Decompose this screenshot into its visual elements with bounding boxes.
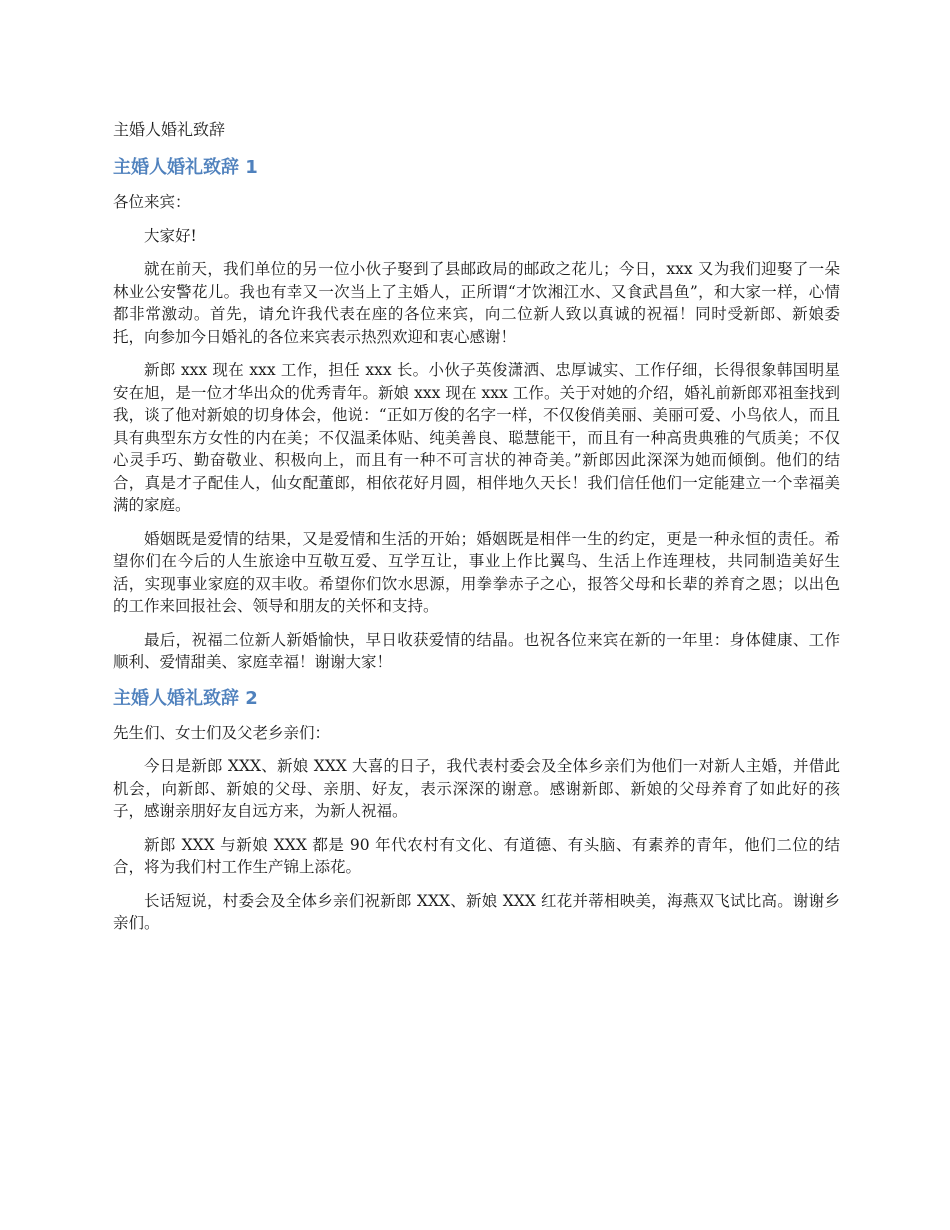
section-heading: 主婚人婚礼致辞 1 [113, 157, 258, 178]
salutation: 各位来宾： [113, 193, 191, 211]
salutation: 先生们、女士们及父老乡亲们： [113, 723, 331, 742]
paragraph: 新郎 XXX 与新娘 XXX 都是 90 年代农村有文化、有道德、有头脑、有素养的青年，他们二位的结合，将为我们村工作生产锦上添花。 [113, 835, 840, 876]
section-2 [113, 685, 840, 935]
paragraph: 最后，祝福二位新人新婚愉快，早日收获爱情的结晶。也祝各位来宾在新的一年里：身体健康、工作顺利、爱情甜美、家庭幸福！谢谢大家！ [113, 630, 840, 671]
section-heading: 主婚人婚礼致辞 2 [113, 687, 258, 709]
paragraph: 长话短说，村委会及全体乡亲们祝新郎 XXX、新娘 XXX 红花并蒂相映美，海燕双飞试比高。谢谢乡亲们。 [113, 891, 840, 932]
paragraph: 今日是新郎 XXX、新娘 XXX 大喜的日子，我代表村委会及全体乡亲们为他们一对新人主婚，并借此机会，向新郎、新娘的父母、亲朋、好友，表示深深的谢意。感谢新郎、新娘的父母养育了如此好的孩子，感谢亲朋好友自远方来，为新人祝福。 [113, 757, 840, 820]
document-page [113, 118, 840, 946]
paragraph: 大家好! [144, 226, 197, 245]
paragraph: 新郎 xxx 现在 xxx 工作，担任 xxx 长。小伙子英俊潇洒、忠厚诚实、工作仔细，长得很象韩国明星安在旭，是一位才华出众的优秀青年。新娘 xxx 现在 xxx 工作。关于对她的介绍，婚礼前新郎邓祖奎找到我，谈了他对新娘的切身体会，他说：“正如万俊的名字一样，不仅俊俏美丽、美丽可爱、小鸟依人，而且具有典型东方女性的内在美；不仅温柔体贴、纯美善良、聪慧能干，而且有一种高贵典雅的气质美；不仅心灵手巧、勤奋敬业、积极向上，而且有一种不可言状的神奇美。”新郎因此深深为她而倾倒。他们的结合，真是才子配佳人，仙女配董郎，相依花好月圆，相伴地久天长！我们信任他们一定能建立一个幸福美满的家庭。 [113, 361, 840, 514]
paragraph: 就在前天，我们单位的另一位小伙子娶到了县邮政局的邮政之花儿；今日，xxx 又为我们迎娶了一朵林业公安警花儿。我也有幸又一次当上了主婚人，正所谓“才饮湘江水、又食武昌鱼”，和大家一样，心情都非常激动。首先，请允许我代表在座的各位来宾，向二位新人致以真诚的祝福！同时受新郎、新娘委托，向参加今日婚礼的各位来宾表示热烈欢迎和衷心感谢！ [113, 260, 840, 346]
section-1 [113, 154, 840, 674]
paragraph: 婚姻既是爱情的结果，又是爱情和生活的开始；婚姻既是相伴一生的约定，更是一种永恒的责任。希望你们在今后的人生旅途中互敬互爱、互学互让，事业上作比翼鸟、生活上作连理枝，共同制造美好生活，实现事业家庭的双丰收。希望你们饮水思源，用拳拳赤子之心，报答父母和长辈的养育之恩；以出色的工作来回报社会、领导和朋友的关怀和支持。 [113, 529, 840, 615]
document-title: 主婚人婚礼致辞 [113, 120, 226, 139]
